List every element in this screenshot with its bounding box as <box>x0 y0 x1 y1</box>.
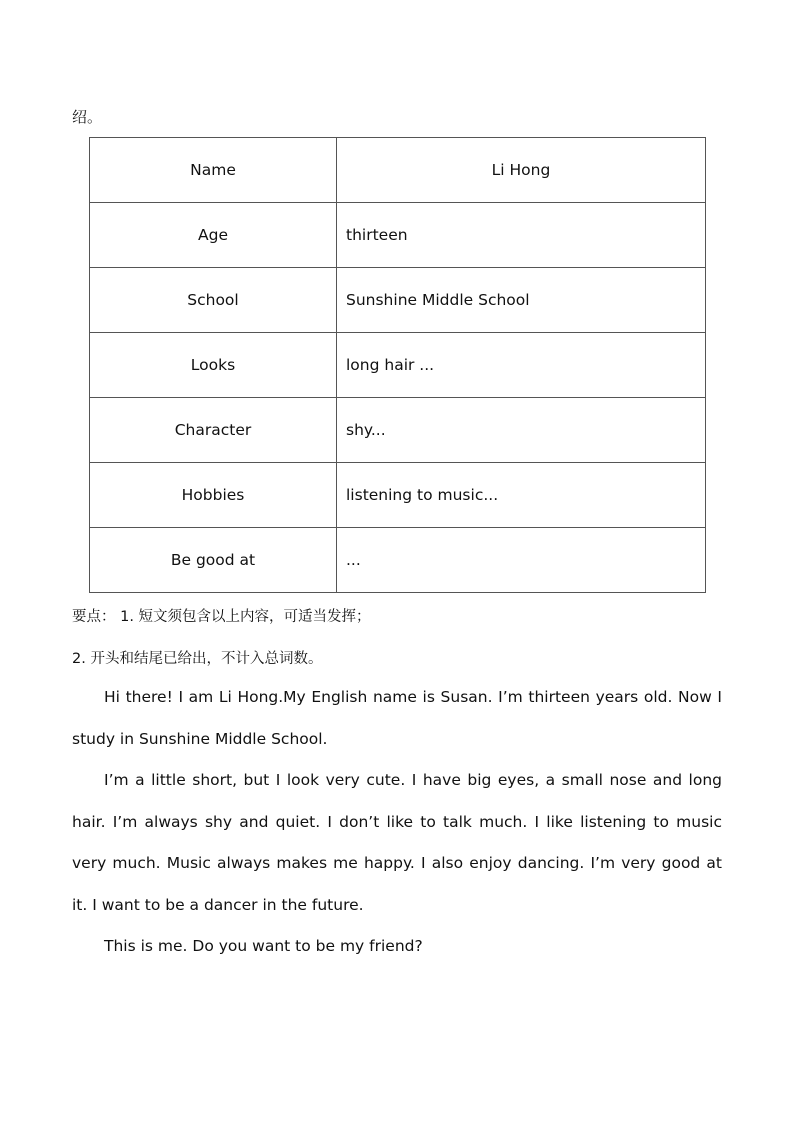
table-row-name <box>90 138 706 203</box>
table-row <box>90 203 706 268</box>
sample-essay <box>72 677 722 968</box>
value-school: Sunshine Middle School <box>337 268 706 333</box>
label-character: Character <box>90 398 337 463</box>
label-age: Age <box>90 203 337 268</box>
intro-tail-text: 绍。 <box>72 108 103 126</box>
value-name: Li Hong <box>337 138 706 203</box>
table-row <box>90 268 706 333</box>
table-row <box>90 333 706 398</box>
table-row <box>90 398 706 463</box>
label-looks: Looks <box>90 333 337 398</box>
table-row <box>90 463 706 528</box>
value-looks: long hair ... <box>337 333 706 398</box>
value-age: thirteen <box>337 203 706 268</box>
label-name: Name <box>90 138 337 203</box>
essay-paragraph-2: I’m a little short, but I look very cute. I have big eyes, a small nose and long hair. I’m always shy and quiet. I don’t like to talk much. I like listening to music very much. Music always makes me happy. I also enjoy dancing. I’m very good at it. I want to be a dancer in the future. <box>72 771 722 914</box>
value-hobbies: listening to music... <box>337 463 706 528</box>
info-table <box>89 137 706 593</box>
requirement-note-1: 要点： 1. 短文须包含以上内容，可适当发挥； <box>72 609 371 625</box>
value-good-at: ... <box>337 528 706 593</box>
label-hobbies: Hobbies <box>90 463 337 528</box>
essay-paragraph-1: Hi there! I am Li Hong.My English name is Susan. I’m thirteen years old. Now I study in Sunshine Middle School. <box>72 688 722 748</box>
essay-paragraph-3: This is me. Do you want to be my friend? <box>104 937 423 955</box>
value-character: shy... <box>337 398 706 463</box>
label-school: School <box>90 268 337 333</box>
requirement-note-2: 2. 开头和结尾已给出，不计入总词数。 <box>72 651 323 667</box>
table-row <box>90 528 706 593</box>
label-good-at: Be good at <box>90 528 337 593</box>
